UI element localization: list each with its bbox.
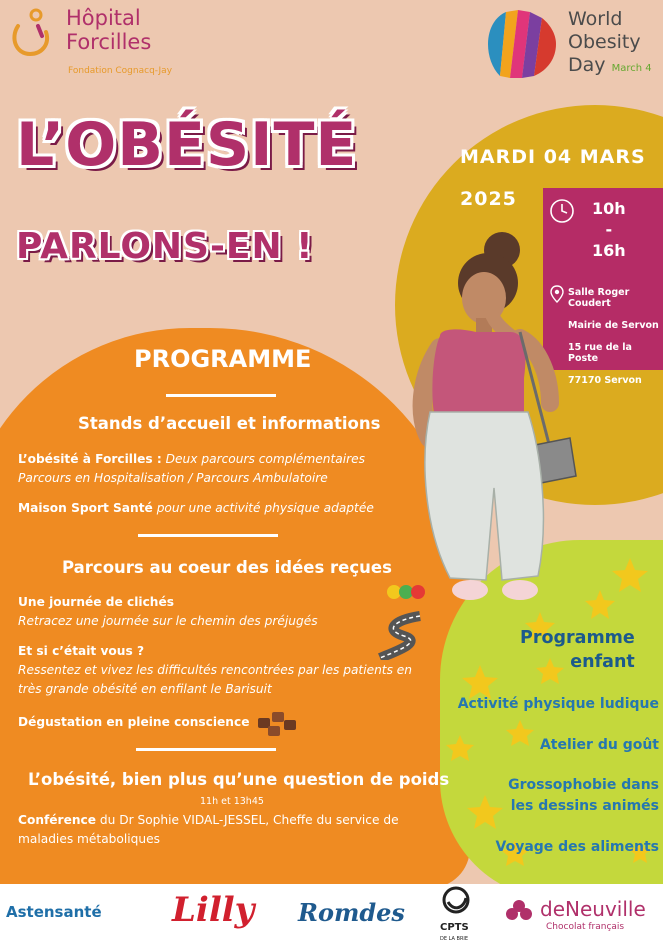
kids-item: les dessins animés	[510, 798, 659, 814]
kids-item: Atelier du goût	[539, 737, 659, 753]
conference-line1: du Dr Sophie VIDAL-JESSEL, Cheffe du service de	[99, 813, 399, 827]
address-line: 77170 Servon	[568, 375, 642, 386]
main-title: L’OBÉSITÉ	[16, 110, 358, 180]
time-start: 10h	[592, 199, 626, 218]
section-parcours-title: Parcours au coeur des idées reçues	[62, 558, 392, 577]
item-italic: pour une activité physique adaptée	[156, 501, 374, 515]
sponsor-cpts-sub: DE LA BRIE	[440, 936, 469, 942]
conference-times: 11h et 13h45	[200, 796, 264, 807]
divider	[138, 534, 278, 537]
section-stands-item2	[18, 499, 374, 518]
conference-text	[18, 811, 454, 849]
subtitle: PARLONS-EN !	[16, 226, 314, 267]
world-obesity-day-text	[568, 8, 652, 80]
divider	[136, 748, 276, 751]
wod-line1: World	[568, 8, 623, 30]
kids-item: Grossophobie dans	[508, 777, 659, 793]
item-bold: L’obésité à Forcilles :	[18, 452, 162, 466]
item-bold: Et si c’était vous ?	[18, 644, 145, 658]
section-stands-item1	[18, 450, 365, 488]
section-parcours-item2	[18, 642, 412, 699]
wod-line3: Day	[568, 54, 606, 76]
time-end: 16h	[592, 241, 626, 260]
time-separator: -	[605, 220, 613, 239]
sponsor-deneuville-sub: Chocolat français	[546, 922, 625, 932]
programme-title: PROGRAMME	[134, 345, 312, 373]
section-stands-title: Stands d’accueil et informations	[78, 414, 381, 433]
chocolates-icon	[254, 708, 302, 742]
hospital-name-line1: Hôpital	[66, 6, 141, 30]
section-parcours-item1	[18, 593, 318, 631]
conference-line2: maladies métaboliques	[18, 832, 160, 846]
section-conference-title: L’obésité, bien plus qu’une question de poids	[28, 770, 450, 789]
address-line: Mairie de Servon	[568, 320, 659, 331]
address-line: Salle Roger Coudert	[568, 287, 630, 309]
hospital-foundation: Fondation Cognacq-Jay	[68, 66, 173, 76]
kids-title-line1: Programme	[520, 628, 635, 648]
sponsor-lilly: Lilly	[172, 890, 255, 930]
hospital-name	[66, 6, 151, 54]
kids-item: Voyage des aliments	[495, 839, 659, 855]
divider	[166, 394, 276, 397]
event-date-line1: MARDI 04 MARS	[460, 146, 646, 168]
sponsor-cpts: CPTS	[440, 922, 469, 933]
event-time	[592, 198, 626, 261]
item-bold: Conférence	[18, 813, 97, 827]
item-bold: Maison Sport Santé	[18, 501, 153, 515]
item-bold: Dégustation en pleine conscience	[18, 715, 250, 729]
event-address	[568, 287, 663, 397]
sponsor-astensante: Astensanté	[6, 903, 102, 921]
sponsor-deneuville: deNeuville	[540, 897, 646, 921]
wod-march: March 4	[611, 63, 652, 74]
item-italic: Retracez une journée sur le chemin des préjugés	[18, 614, 318, 628]
wod-line2: Obesity	[568, 31, 641, 53]
clock-icon	[549, 198, 575, 224]
world-obesity-day-logo	[484, 8, 560, 80]
item-italic: Parcours en Hospitalisation / Parcours Ambulatoire	[18, 471, 328, 485]
deneuville-flower-icon	[504, 898, 534, 924]
item-italic: Deux parcours complémentaires	[165, 452, 365, 466]
section-parcours-item3	[18, 713, 249, 732]
kids-title-line2: enfant	[570, 652, 635, 672]
hopital-forcilles-logo	[8, 6, 54, 58]
woman-illustration	[400, 228, 580, 620]
item-bold: Une journée de clichés	[18, 595, 175, 609]
kids-item: Activité physique ludique	[457, 696, 659, 712]
kids-programme-title	[520, 626, 635, 674]
item-italic: Ressentez et vivez les difficultés rencontrées par les patients en	[18, 663, 413, 677]
event-date-line2: 2025	[460, 188, 517, 210]
sponsor-romdes: Romdes	[298, 898, 405, 927]
item-italic: très grande obésité en enfilant le Barisuit	[18, 682, 272, 696]
cpts-logo-icon	[436, 886, 476, 922]
address-line: 15 rue de la Poste	[568, 342, 632, 364]
hospital-name-line2: Forcilles	[66, 30, 152, 54]
